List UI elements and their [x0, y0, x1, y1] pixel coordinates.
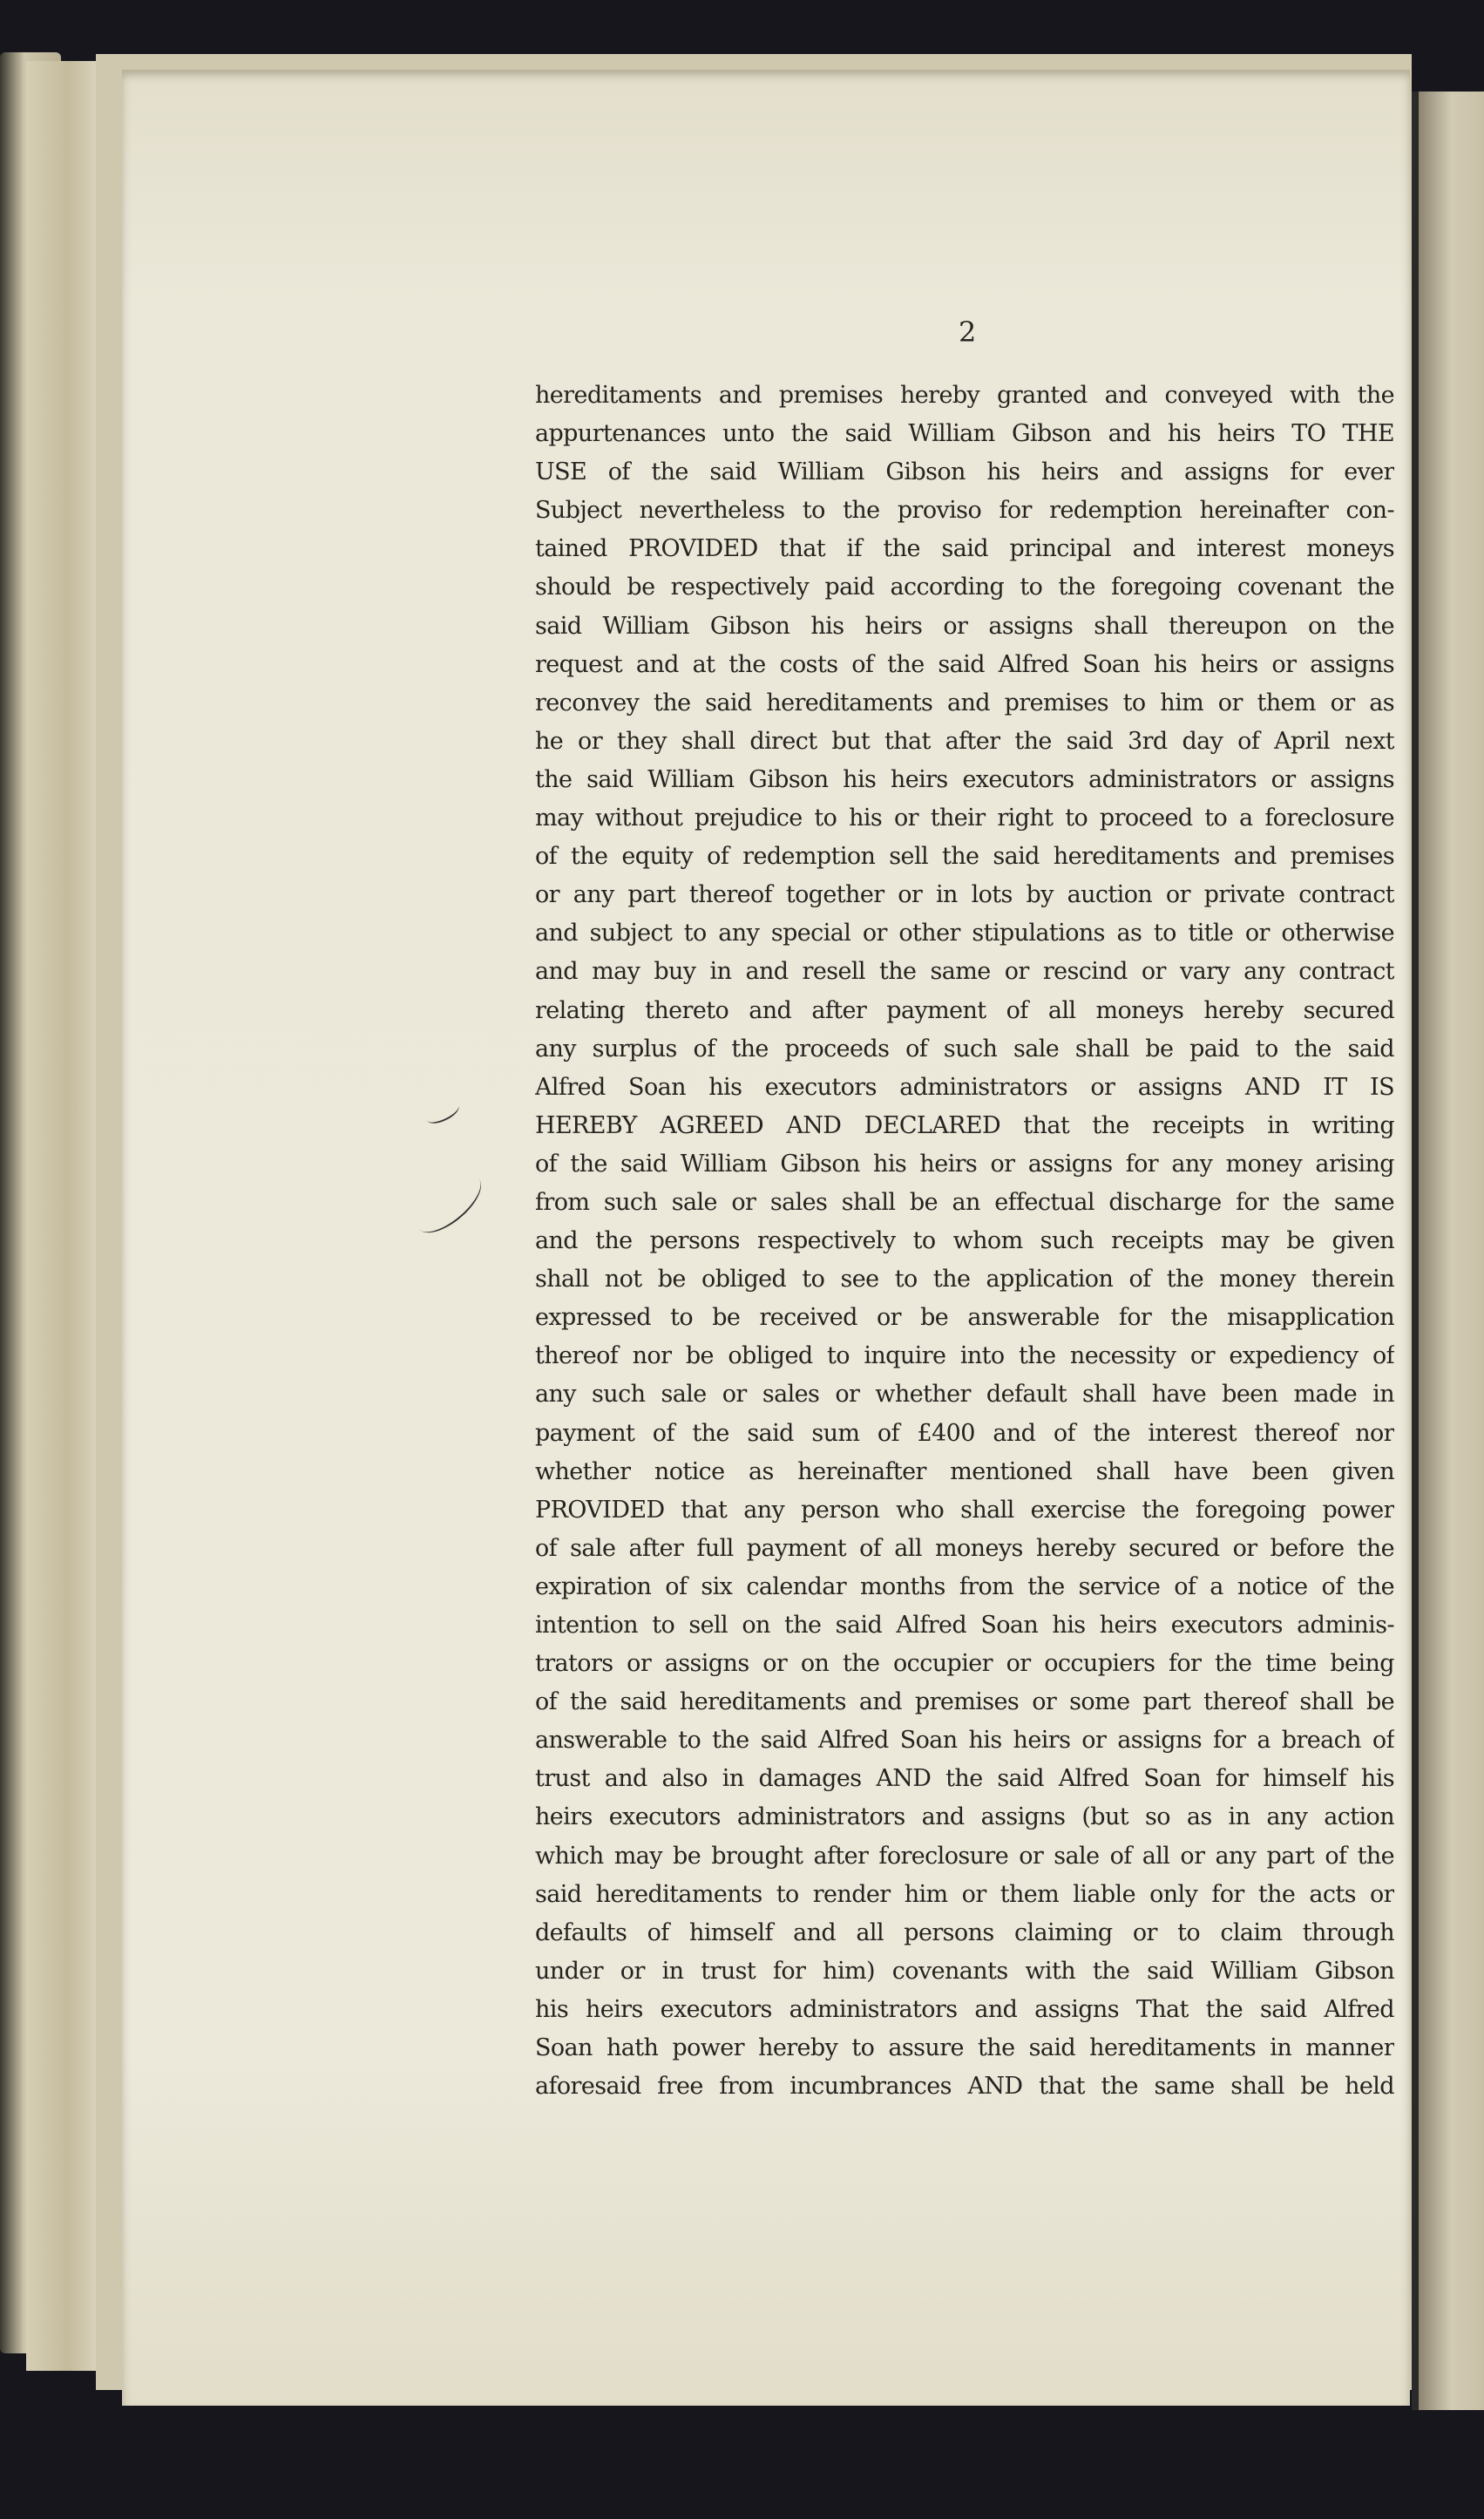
text-line: heirs executors administrators and assigns (but so as in any action — [535, 1803, 1394, 1831]
text-line: and the persons respectively to whom such receipts may be given — [535, 1227, 1394, 1255]
text-line: expressed to be received or be answerable for the misapplication — [535, 1304, 1394, 1332]
text-line: tained PROVIDED that if the said principal and interest moneys — [535, 535, 1394, 563]
text-line: of the said hereditaments and premises or some part thereof shall be — [535, 1688, 1394, 1716]
text-line: hereditaments and premises hereby granted and conveyed with the — [535, 382, 1394, 409]
text-line: his heirs executors administrators and assigns That the said Alfred — [535, 1995, 1394, 2023]
body-text — [535, 377, 1394, 2106]
text-line: PROVIDED that any person who shall exercise the foregoing power — [535, 1496, 1394, 1524]
text-line: or any part thereof together or in lots by auction or private contract — [535, 881, 1394, 909]
page-stack-edge — [26, 61, 96, 2371]
page-number: 2 — [959, 316, 977, 349]
facing-page-edge — [1419, 92, 1484, 2410]
text-line: trators or assigns or on the occupier or occupiers for the time being — [535, 1650, 1394, 1678]
text-line: said hereditaments to render him or them liable only for the acts or — [535, 1880, 1394, 1908]
text-line: of the said William Gibson his heirs or assigns for any money arising — [535, 1150, 1394, 1178]
text-line: any such sale or sales or whether default shall have been made in — [535, 1381, 1394, 1409]
text-line: relating thereto and after payment of all moneys hereby secured — [535, 996, 1394, 1024]
text-line: appurtenances unto the said William Gibson and his heirs TO THE — [535, 420, 1394, 448]
text-line: may without prejudice to his or their right to proceed to a foreclosure — [535, 805, 1394, 832]
text-line: whether notice as hereinafter mentioned shall have been given — [535, 1457, 1394, 1485]
text-line: and may buy in and resell the same or rescind or vary any contract — [535, 958, 1394, 986]
text-line: the said William Gibson his heirs executors administrators or assigns — [535, 765, 1394, 793]
text-line: Soan hath power hereby to assure the said hereditaments in manner — [535, 2034, 1394, 2062]
text-line: expiration of six calendar months from the service of a notice of the — [535, 1572, 1394, 1600]
text-line: from such sale or sales shall be an effectual discharge for the same — [535, 1188, 1394, 1216]
text-line: intention to sell on the said Alfred Soan his heirs executors adminis- — [535, 1612, 1394, 1639]
text-line: he or they shall direct but that after the said 3rd day of April next — [535, 727, 1394, 755]
text-line: payment of the said sum of £400 and of the interest thereof nor — [535, 1419, 1394, 1447]
text-line: should be respectively paid according to the foregoing covenant the — [535, 574, 1394, 601]
text-line: and subject to any special or other stipulations as to title or otherwise — [535, 920, 1394, 947]
text-line: under or in trust for him) covenants with the said William Gibson — [535, 1957, 1394, 1985]
text-line: trust and also in damages AND the said Alfred Soan for himself his — [535, 1765, 1394, 1793]
text-line: USE of the said William Gibson his heirs and assigns for ever — [535, 458, 1394, 486]
text-line: of the equity of redemption sell the said hereditaments and premises — [535, 843, 1394, 871]
text-line: of sale after full payment of all moneys hereby secured or before the — [535, 1534, 1394, 1562]
text-line: request and at the costs of the said Alfred Soan his heirs or assigns — [535, 650, 1394, 678]
text-line: Alfred Soan his executors administrators or assigns AND IT IS — [535, 1073, 1394, 1101]
text-line: aforesaid free from incumbrances AND that the same shall be held — [535, 2073, 1394, 2101]
text-line: HEREBY AGREED AND DECLARED that the receipts in writing — [535, 1111, 1394, 1139]
text-line: reconvey the said hereditaments and premises to him or them or as — [535, 689, 1394, 716]
text-line: answerable to the said Alfred Soan his heirs or assigns for a breach of — [535, 1727, 1394, 1755]
text-line: thereof nor be obliged to inquire into the necessity or expediency of — [535, 1342, 1394, 1370]
text-line: shall not be obliged to see to the application of the money therein — [535, 1266, 1394, 1293]
text-line: said William Gibson his heirs or assigns shall thereupon on the — [535, 612, 1394, 640]
text-line: defaults of himself and all persons claiming or to claim through — [535, 1918, 1394, 1946]
text-line: Subject nevertheless to the proviso for redemption hereinafter con- — [535, 497, 1394, 525]
text-line: which may be brought after foreclosure or sale of all or any part of the — [535, 1842, 1394, 1870]
text-line: any surplus of the proceeds of such sale shall be paid to the said — [535, 1035, 1394, 1063]
